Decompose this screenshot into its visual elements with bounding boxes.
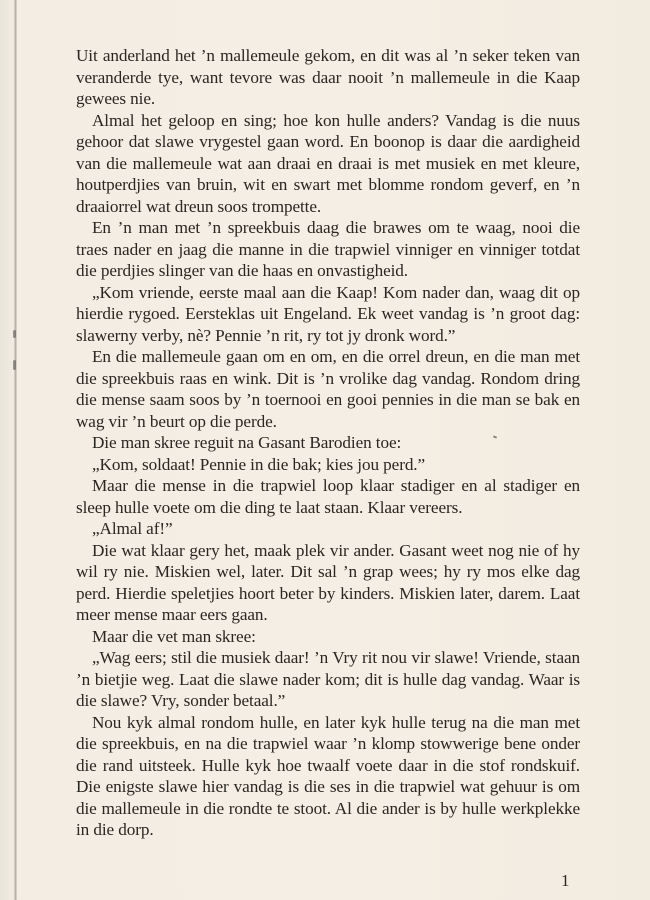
paragraph: „Wag eers; stil die musiek daar! ’n Vry rit nou vir slawe! Vriende, staan ’n bietjie weg. Laat die slawe nader kom; dit is hulle dag vandag. Waar is die slawe? Vry, sonder betaal.” xyxy=(76,648,580,710)
paragraph: „Kom, soldaat! Pennie in die bak; kies jou perd.” xyxy=(92,454,426,474)
paragraph: Die man skree reguit na Gasant Barodien toe: xyxy=(92,433,402,452)
paragraph: „Kom vriende, eerste maal aan die Kaap! Kom nader dan, waag dit op hierdie rygoed. Eersteklas uit Engeland. Ek weet vandag is ’n groot dag: slawerny verby, nè? Pennie ’n rit, ry tot jy dronk word.” xyxy=(76,282,580,345)
page-gutter xyxy=(14,0,17,900)
page-number: 1 xyxy=(561,871,570,890)
paragraph: En die mallemeule gaan om en om, en die orrel dreun, en die man met die spreekbuis raas en wink. Dit is ’n vrolike dag vandag. Rondom dring die mense saam soos by ’n toernooi en gooi pennies in die man se bak en wag vir ’n beurt op die perde. xyxy=(76,347,580,431)
paragraph: Maar die mense in die trapwiel loop klaar stadiger en al stadiger en sleep hulle voete om die ding te laat staan. Klaar vereers. xyxy=(76,476,580,517)
gutter-mark xyxy=(13,360,16,370)
paragraph: Almal het geloop en sing; hoe kon hulle anders? Vandag is die nuus gehoor dat slawe vrygestel gaan word. En boonop is daar die aardigheid van die mallemeule wat aan draai en draai is met musiek en met kleure, houtperdjies van bruin, wit en swart met blomme rondom geverf, en ’n draaiorrel wat dreun soos trompette. xyxy=(76,110,580,216)
paragraph: Die wat klaar gery het, maak plek vir ander. Gasant weet nog nie of hy wil ry nie. Miskien wel, later. Dit sal ’n grap wees; hy ry mos elke dag perd. Hierdie speletjies hoort beter by kinders. Miskien later, darem. Laat meer mense maar eers gaan. xyxy=(76,540,580,624)
paragraph: En ’n man met ’n spreekbuis daag die brawes om te waag, nooi die traes nader en jaag die manne in die trapwiel vinniger en vinniger totdat die perdjies slinger van die haas en onvastigheid. xyxy=(76,218,580,280)
paragraph: „Almal af!” xyxy=(92,519,173,538)
gutter-mark xyxy=(13,330,16,338)
paragraph: Uit anderland het ’n mallemeule gekom, en dit was al ’n seker teken van veranderde tye, want tevore was daar nooit ’n mallemeule in die Kaap gewees nie. xyxy=(76,46,580,108)
paragraph: Nou kyk almal rondom hulle, en later kyk hulle terug na die man met die spreekbuis, en na die trapwiel waar ’n klomp stowwerige bene onder die rand uitsteek. Hulle kyk hoe twaalf voete daar in die stof rondskuif. Die enigste slawe hier vandag is die ses in die trapwiel wat gehuur is om die mallemeule in die rondte te stoot. Al die ander is by hulle werkplekke in die dorp. xyxy=(76,712,580,839)
body-text xyxy=(76,45,580,841)
paragraph: Maar die vet man skree: xyxy=(92,626,256,646)
